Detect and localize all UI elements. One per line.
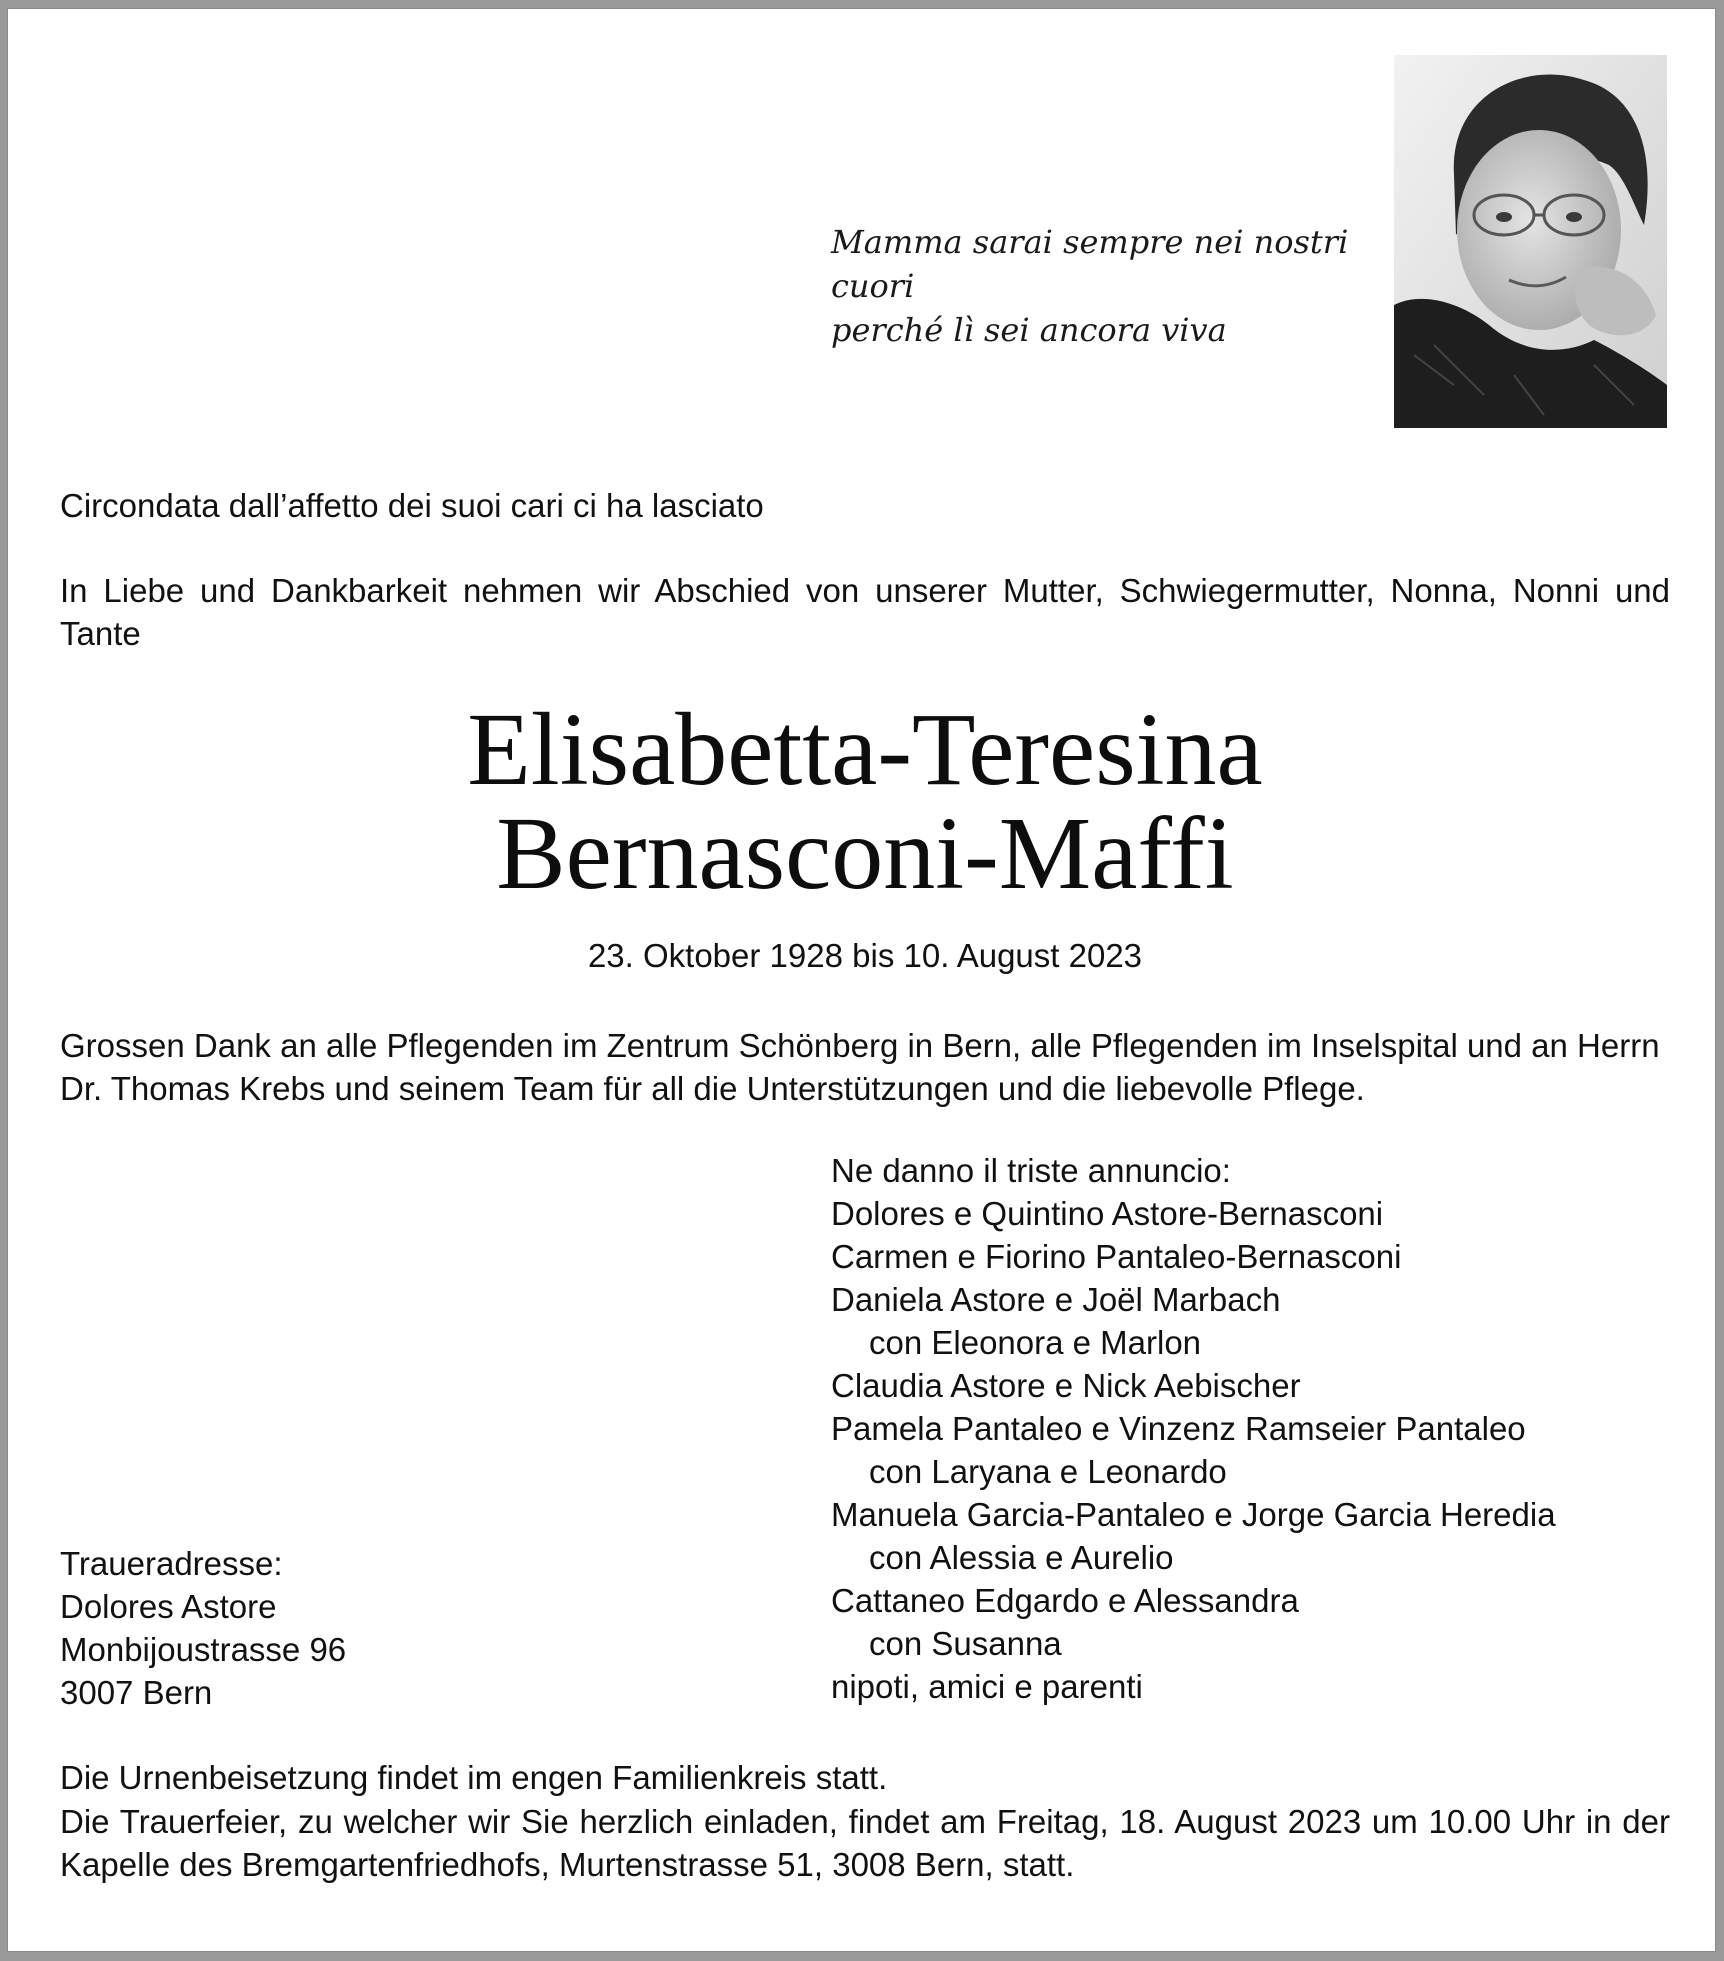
- deceased-last-name: Bernasconi-Maffi: [496, 796, 1234, 911]
- mourner-line: con Laryana e Leonardo: [869, 1453, 1227, 1490]
- mourner-line: nipoti, amici e parenti: [831, 1668, 1143, 1705]
- mourner-line: Claudia Astore e Nick Aebischer: [831, 1367, 1301, 1404]
- motto-line: Mamma sarai sempre nei nostri cuori: [831, 223, 1349, 305]
- deceased-name: [60, 692, 1670, 911]
- announcement-heading: Ne danno il triste annuncio:: [831, 1152, 1231, 1189]
- mourner-line: con Susanna: [869, 1625, 1062, 1662]
- address-city: 3007 Bern: [60, 1674, 213, 1711]
- address-street: Monbijoustrasse 96: [60, 1631, 347, 1668]
- mourner-line: Manuela Garcia-Pantaleo e Jorge Garcia Heredia: [831, 1496, 1556, 1533]
- announcement-block: [831, 1149, 1691, 1708]
- mourner-line: Carmen e Fiorino Pantaleo-Bernasconi: [831, 1238, 1402, 1275]
- mourner-line: Daniela Astore e Joël Marbach: [831, 1281, 1281, 1318]
- mourner-line: Pamela Pantaleo e Vinzenz Ramseier Pantaleo: [831, 1410, 1526, 1447]
- farewell-text: In Liebe und Dankbarkeit nehmen wir Abschied von unserer Mutter, Schwiegermutter, Nonna, Nonni und Tante: [60, 572, 1670, 652]
- portrait-image: [1394, 55, 1667, 428]
- address-label: Traueradresse:: [60, 1545, 283, 1582]
- mourner-line: con Alessia e Aurelio: [869, 1539, 1174, 1576]
- address-name: Dolores Astore: [60, 1588, 277, 1625]
- obituary-page: [7, 8, 1716, 1952]
- mourning-address: [60, 1542, 560, 1714]
- motto-line: perché lì sei ancora viva: [831, 311, 1227, 349]
- thanks-line: Grossen Dank an alle Pflegenden im Zentrum Schönberg in Bern, alle Pflegenden im Inselspital und an Herrn: [60, 1027, 1660, 1064]
- mourner-line: Dolores e Quintino Astore-Bernasconi: [831, 1195, 1384, 1232]
- burial-notice: Die Urnenbeisetzung findet im engen Familienkreis statt.: [60, 1759, 888, 1796]
- life-dates: 23. Oktober 1928 bis 10. August 2023: [587, 937, 1143, 974]
- mourner-line: Cattaneo Edgardo e Alessandra: [831, 1582, 1299, 1619]
- deceased-first-name: Elisabetta-Teresina: [467, 692, 1263, 807]
- thanks-line: Dr. Thomas Krebs und seinem Team für all die Unterstützungen und die liebevolle Pflege.: [60, 1070, 1365, 1107]
- ceremony-notice: Die Trauerfeier, zu welcher wir Sie herzlich einladen, findet am Freitag, 18. August 2023 um 10.00 Uhr in der Kapelle des Bremgartenfriedhofs, Murtenstrasse 51, 3008 Bern, statt.: [60, 1803, 1670, 1883]
- motto-quote: [831, 220, 1351, 352]
- thanks-text: [60, 1024, 1670, 1110]
- portrait-photo: [1394, 55, 1667, 428]
- intro-text: Circondata dall’affetto dei suoi cari ci ha lasciato: [60, 487, 764, 524]
- mourner-line: con Eleonora e Marlon: [869, 1324, 1202, 1361]
